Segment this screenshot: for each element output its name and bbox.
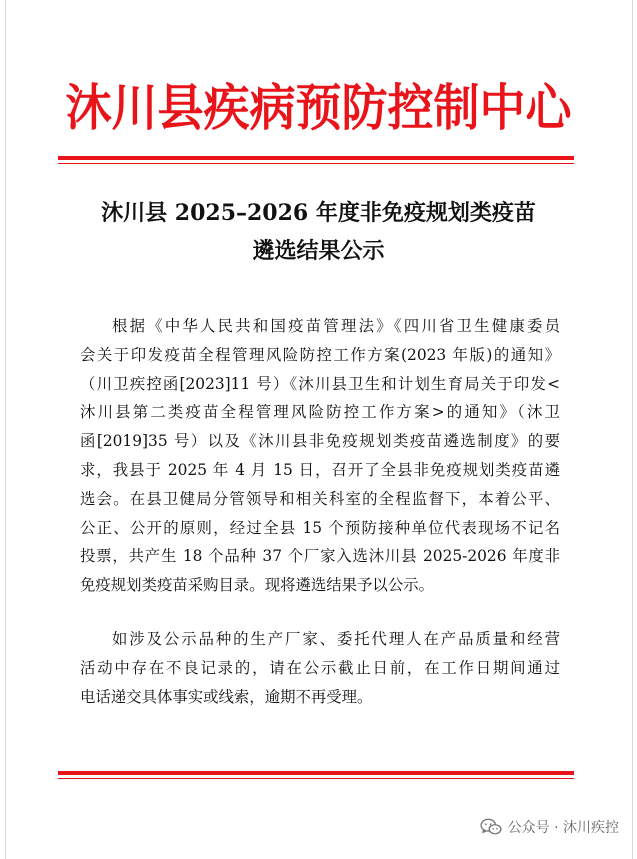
paragraph-1-line: 公正、公开的原则，经过全县 15 个预防接种单位代表现场不记名 xyxy=(80,518,560,537)
watermark-label: 公众号 · 沐川疾控 xyxy=(507,820,619,836)
document-title-line-2: 遴选结果公示 xyxy=(252,238,385,264)
paragraph-1-line: 函[2019]35 号）以及《沐川县非免疫规划类疫苗遴选制度》的要 xyxy=(80,432,560,451)
paragraph-2-line: 电话递交具体事实或线索，逾期不再受理。 xyxy=(80,687,373,706)
page-border-right xyxy=(632,0,633,859)
header-rule-thin xyxy=(58,163,574,164)
paragraph-1-line: 求，我县于 2025 年 4 月 15 日，召开了全县非免疫规划类疫苗遴 xyxy=(80,460,560,479)
paragraph-2-line: 如涉及公示品种的生产厂家、委托代理人在产品质量和经营 xyxy=(112,630,560,648)
paragraph-1-line: 投票，共产生 18 个品种 37 个厂家入选沐川县 2025-2026 年度非 xyxy=(80,547,560,566)
wechat-account-watermark xyxy=(480,817,619,837)
header-rule-thick xyxy=(58,156,574,160)
paragraph-1-line: 会关于印发疫苗全程管理风险防控工作方案(2023 年版)的通知》 xyxy=(80,345,560,364)
paragraph-1-line: 选会。在县卫健局分管领导和相关科室的全程监督下，本着公平、 xyxy=(80,489,560,508)
footer-rule-thin xyxy=(58,778,574,779)
paragraph-2 xyxy=(80,625,560,711)
paragraph-1-line: 免疫规划类疫苗采购目录。现将遴选结果予以公示。 xyxy=(80,576,434,595)
paragraph-1-line: 根据《中华人民共和国疫苗管理法》《四川省卫生健康委员 xyxy=(112,317,560,335)
document-title-line-1: 沐川县 2025–2026 年度非免疫规划类疫苗 xyxy=(101,200,536,226)
page-border-left xyxy=(5,0,6,859)
paragraph-2-line: 活动中存在不良记录的，请在公示截止日前，在工作日期间通过 xyxy=(80,658,560,677)
wechat-icon xyxy=(480,818,502,836)
organization-header: 沐川县疾病预防控制中心 xyxy=(65,78,572,137)
paragraph-1-line: 沐川县第二类疫苗全程管理风险防控工作方案>的通知》（沐卫 xyxy=(80,403,560,422)
paragraph-1-line: （川卫疾控函[2023]11 号）《沐川县卫生和计划生育局关于印发< xyxy=(80,374,560,393)
paragraph-1 xyxy=(80,312,560,600)
footer-rule-thick xyxy=(58,771,574,775)
